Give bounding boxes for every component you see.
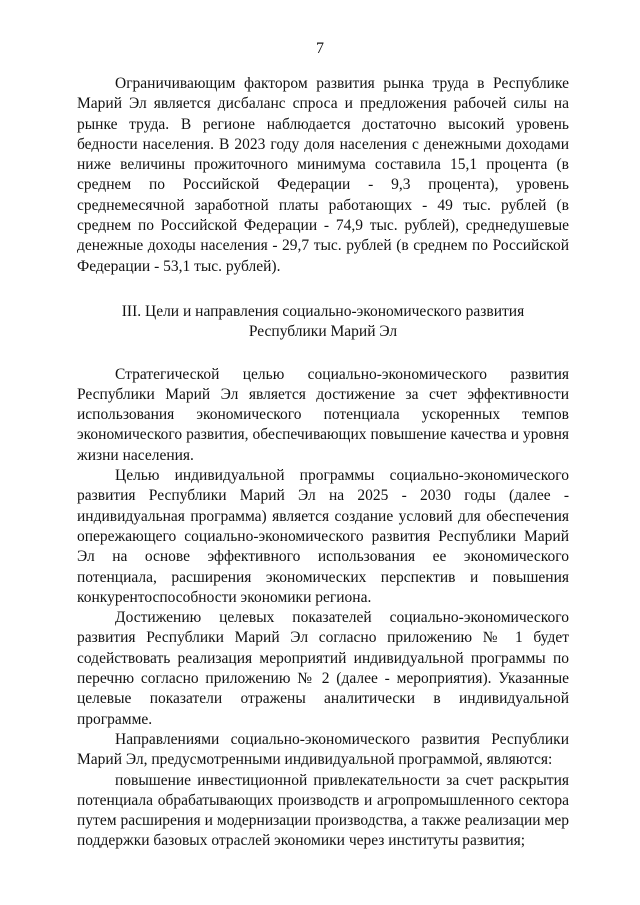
paragraph-program-goal: Целью индивидуальной программы социально-экономического развития Республики Марий Эл на 2025 - 2030 годы (далее - индивидуальная программа) является создание условий для обеспечения опережающего социально-экономического развития Республики Марий Эл на основе эффективного использования ее экономического потенциала, расширения экономических перспектив и повышения конкурентоспособности экономики региона.: [77, 467, 569, 606]
paragraph-strategic-goal: Стратегической целью социально-экономического развития Республики Марий Эл является достижение за счет эффективности использования экономического потенциала ускоренных темпов экономического развития, обеспечивающих повышение качества и уровня жизни населения.: [77, 365, 569, 464]
page-number: 7: [316, 40, 324, 57]
document-body: [77, 74, 569, 852]
paragraph-directions-intro: Направлениями социально-экономического развития Республики Марий Эл, предусмотренными индивидуальной программой, являются:: [77, 730, 569, 769]
section-heading-line-1: III. Цели и направления социально-экономического развития: [121, 302, 525, 320]
paragraph-labor-market: Ограничивающим фактором развития рынка труда в Республике Марий Эл является дисбаланс спроса и предложения рабочей силы на рынке труда. В регионе наблюдается достаточно высокий уровень бедности населения. В 2023 году доля населения с денежными доходами ниже величины прожиточного минимума составила 15,1 процента (в среднем по Российской Федерации - 9,3 процента), уровень среднемесячной заработной платы работающих - 49 тыс. рублей (в среднем по Российской Федерации - 74,9 тыс. рублей), среднедушевые денежные доходы населения - 29,7 тыс. рублей (в среднем по Российской Федерации - 53,1 тыс. рублей).: [77, 75, 569, 275]
paragraph-target-indicators: Достижению целевых показателей социально-экономического развития Республики Марий Эл согласно приложению № 1 будет содействовать реализация мероприятий индивидуальной программы по перечню согласно приложению № 2 (далее - мероприятия). Указанные целевые показатели отражены аналитически в индивидуальной программе.: [77, 609, 569, 728]
section-heading: [77, 302, 569, 343]
paragraph-investment-attractiveness: повышение инвестиционной привлекательности за счет раскрытия потенциала обрабатывающих производств и агропромышленного сектора путем расширения и модернизации производства, а также реализации мер поддержки базовых отраслей экономики через институты развития;: [77, 771, 569, 850]
section-heading-line-2: Республики Марий Эл: [248, 323, 398, 341]
